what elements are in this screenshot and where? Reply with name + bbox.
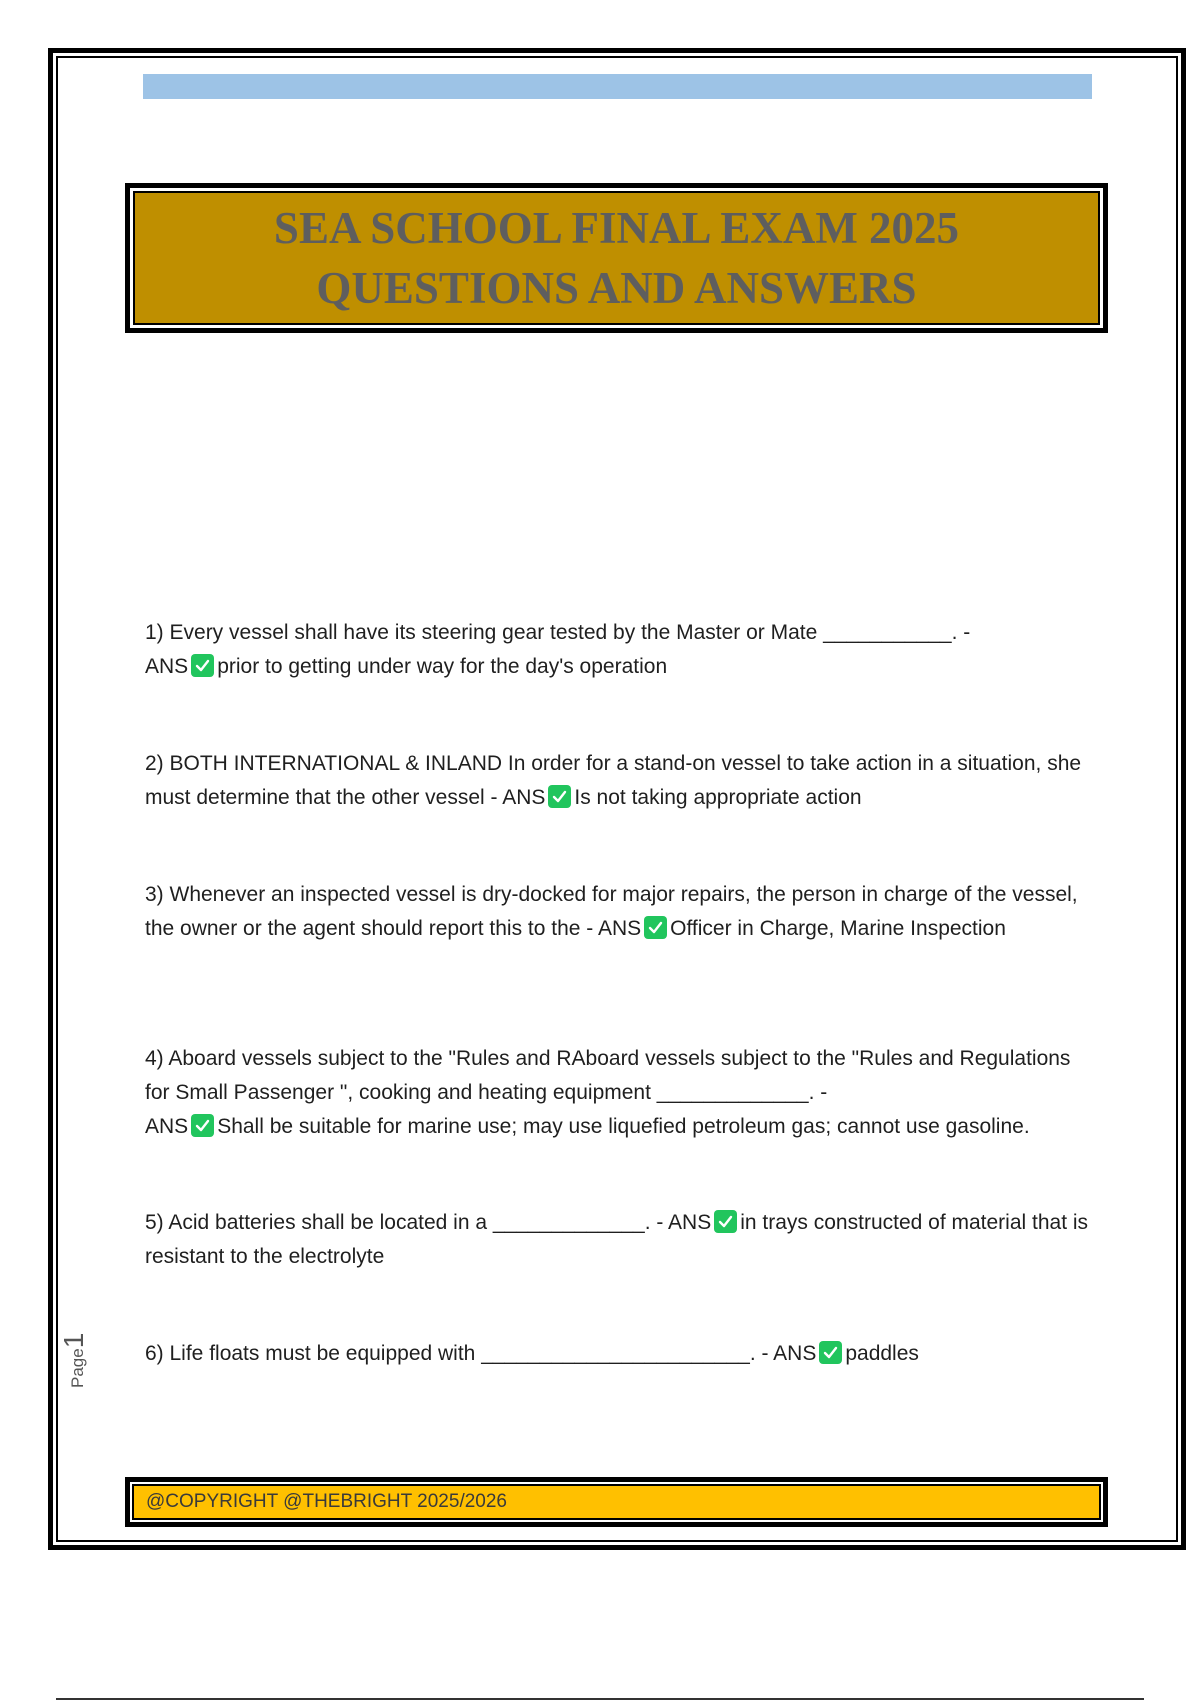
answer-label: ANS — [502, 786, 546, 809]
question-text: 6) Life floats must be equipped with _______________________. - — [145, 1342, 774, 1365]
question-text: 2) BOTH INTERNATIONAL & INLAND In order for a stand-on vessel to take action in a situation, she must determine that the other vessel - — [145, 752, 1082, 809]
question-text: 4) Aboard vessels subject to the "Rules and RAboard vessels subject to the "Rules and Regulations for Small Passenger ", cooking and heating equipment _____________. - — [145, 1047, 1071, 1104]
answer-text: Is not taking appropriate action — [574, 786, 862, 809]
answer-label: ANS — [145, 1115, 189, 1138]
check-mark-icon — [644, 916, 667, 939]
answer-label: ANS — [145, 655, 189, 678]
question-item-5 — [145, 1206, 1090, 1274]
title-line-1: SEA SCHOOL FINAL EXAM 2025 — [273, 203, 960, 253]
answer-text: prior to getting under way for the day's operation — [217, 655, 668, 678]
answer-label: ANS — [773, 1342, 817, 1365]
check-mark-icon — [191, 1114, 214, 1137]
question-item-6 — [145, 1337, 1090, 1371]
title-line-2: QUESTIONS AND ANSWERS — [316, 263, 917, 313]
question-text: 3) Whenever an inspected vessel is dry-docked for major repairs, the person in charge of the vessel, the owner or the agent should report this to the - — [145, 883, 1078, 940]
footer-box — [132, 1484, 1101, 1520]
check-mark-icon — [819, 1341, 842, 1364]
answer-text: Shall be suitable for marine use; may use liquefied petroleum gas; cannot use gasoline. — [217, 1115, 1030, 1138]
copyright-text: @COPYRIGHT @THEBRIGHT 2025/2026 — [146, 1491, 507, 1512]
title-box — [133, 191, 1100, 325]
check-mark-icon — [191, 654, 214, 677]
page-label-word: Page — [68, 1348, 87, 1388]
question-text: 1) Every vessel shall have its steering gear tested by the Master or Mate ___________. - — [145, 621, 971, 644]
answer-text: paddles — [845, 1342, 919, 1365]
check-mark-icon — [714, 1210, 737, 1233]
question-item-2 — [145, 747, 1090, 815]
check-mark-icon — [548, 785, 571, 808]
question-text: 5) Acid batteries shall be located in a _____________. - — [145, 1211, 669, 1234]
answer-label: ANS — [668, 1211, 712, 1234]
answer-text: Officer in Charge, Marine Inspection — [670, 917, 1006, 940]
answer-text: in trays constructed of material that is resistant to the electrolyte — [145, 1211, 1089, 1268]
page-number-label — [58, 1308, 88, 1388]
page-number: 1 — [58, 1332, 89, 1349]
header-color-bar — [143, 74, 1092, 99]
answer-label: ANS — [597, 917, 642, 940]
page-title — [274, 198, 959, 318]
question-item-4 — [145, 1042, 1090, 1144]
question-item-3 — [145, 878, 1090, 946]
question-item-1 — [145, 616, 1090, 684]
